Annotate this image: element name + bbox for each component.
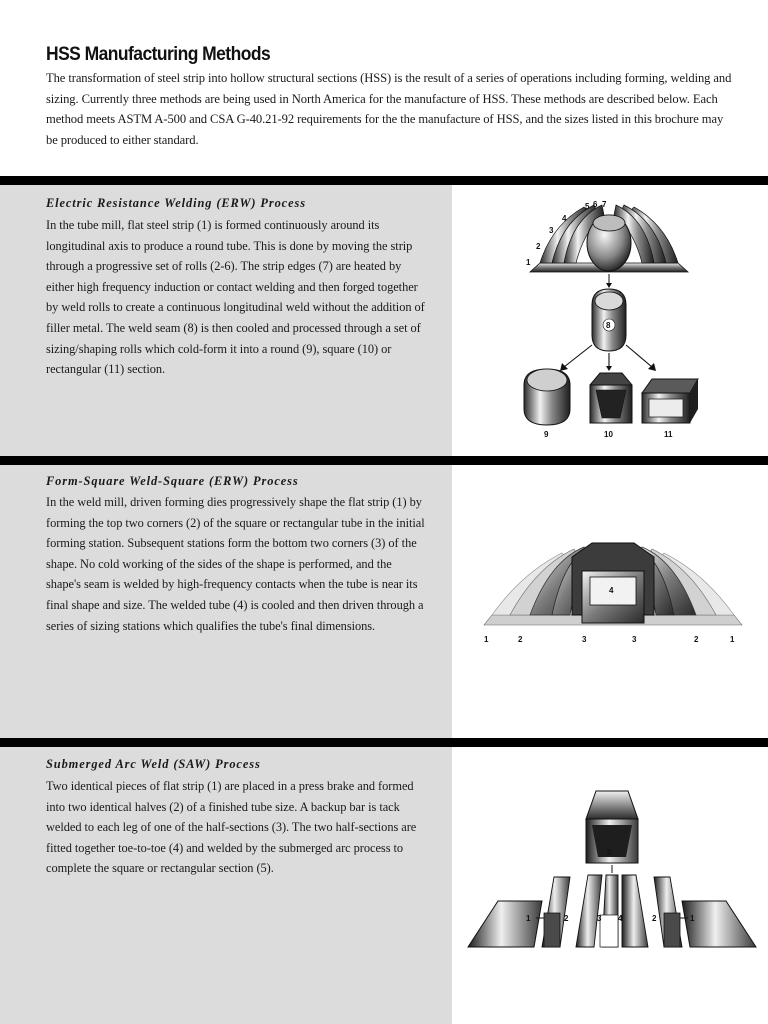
square-section — [590, 373, 632, 423]
saw-label-1-right: 1 — [690, 914, 695, 923]
erw-label-4: 4 — [562, 214, 567, 223]
fs-label-3-left: 3 — [582, 635, 587, 644]
form-square-figure — [452, 465, 768, 738]
erw-label-3: 3 — [549, 226, 554, 235]
erw-label-11: 11 — [664, 430, 673, 439]
form-square-text-panel — [0, 465, 452, 738]
page-title: HSS Manufacturing Methods — [46, 44, 271, 65]
saw-text-panel — [0, 747, 452, 1024]
strip-pieces — [468, 875, 756, 947]
rectangular-section — [642, 379, 698, 423]
saw-label-4: 4 — [618, 914, 623, 923]
finished-square-section — [586, 791, 638, 863]
saw-figure — [452, 747, 768, 1024]
erw-label-7: 7 — [602, 200, 607, 209]
erw-label-1: 1 — [526, 258, 531, 267]
erw-label-2: 2 — [536, 242, 541, 251]
erw-title: Electric Resistance Welding (ERW) Process — [46, 196, 306, 210]
form-square-title: Form-Square Weld-Square (ERW) Process — [46, 474, 299, 488]
fs-label-4: 4 — [609, 586, 614, 595]
welded-tube — [592, 289, 626, 351]
erw-body: In the tube mill, flat steel strip (1) is formed continuously around its longitudinal axis to produce a round tube. This is done by moving the strip through a progressive set of rolls (2-6). The strip edges (7) are heated by either high frequency induction or contact welding and then forged together by weld rolls to create a continuous longitudinal weld without the addition of filler metal. The weld seam (8) is then cooled and processed through a set of sizing/shaping rolls which cold-form it into a round (9), square (10) or rectangular (11) section. — [46, 218, 425, 377]
erw-label-5: 5 — [585, 202, 590, 211]
saw-label-3: 3 — [597, 914, 602, 923]
fs-label-2-right: 2 — [694, 635, 699, 644]
fs-label-1-left: 1 — [484, 635, 489, 644]
forming-rolls-fan — [530, 205, 688, 272]
erw-diagram — [452, 185, 768, 456]
erw-text-panel — [0, 185, 452, 456]
saw-label-1-left: 1 — [526, 914, 531, 923]
section-divider — [0, 738, 768, 747]
round-section — [524, 369, 570, 425]
saw-diagram — [452, 747, 768, 1024]
erw-label-6: 6 — [593, 200, 598, 209]
section-divider — [0, 456, 768, 465]
erw-label-8: 8 — [606, 321, 611, 330]
erw-figure — [452, 185, 768, 456]
fs-label-2-left: 2 — [518, 635, 523, 644]
saw-label-2-left: 2 — [564, 914, 569, 923]
form-square-body: In the weld mill, driven forming dies progressively shape the flat strip (1) by forming the top two corners (2) of the square or rectangular tube in the initial forming station. Subsequent stations form the bottom two corners (3) of the shape. No cold working of the sides of the shape is performed, and the shape's seam is welded by high-frequency contacts when the tube is near its final shape and size. The welded tube (4) is cooled and then driven through a series of sizing stations which qualifies the tube's final dimensions. — [46, 495, 425, 633]
saw-body: Two identical pieces of flat strip (1) are placed in a press brake and formed into two identical halves (2) of a finished tube size. A backup bar is tack welded to each leg of one of the half-sections (3). The two half-sections are fitted together toe-to-toe (4) and welded by the submerged arc process to complete the square or rectangular section (5). — [46, 779, 417, 876]
intro-paragraph: The transformation of steel strip into hollow structural sections (HSS) is the result of a series of operations including forming, welding and sizing. Currently three methods are being used in North America for the manufacture of HSS. These methods are described below. Each method meets ASTM A-500 and CSA G-40.21-92 requirements for the the manufacture of HSS, and the sizes listed in this brochure may be produced to either standard. — [46, 71, 732, 147]
form-square-diagram — [452, 465, 768, 738]
fs-label-3-right: 3 — [632, 635, 637, 644]
forming-dies-fan — [484, 543, 742, 625]
erw-label-9: 9 — [544, 430, 549, 439]
section-divider — [0, 176, 768, 185]
saw-label-2-right: 2 — [652, 914, 657, 923]
saw-label-5: 5 — [607, 848, 612, 857]
erw-label-10: 10 — [604, 430, 613, 439]
fs-label-1-right: 1 — [730, 635, 735, 644]
saw-title: Submerged Arc Weld (SAW) Process — [46, 757, 261, 771]
